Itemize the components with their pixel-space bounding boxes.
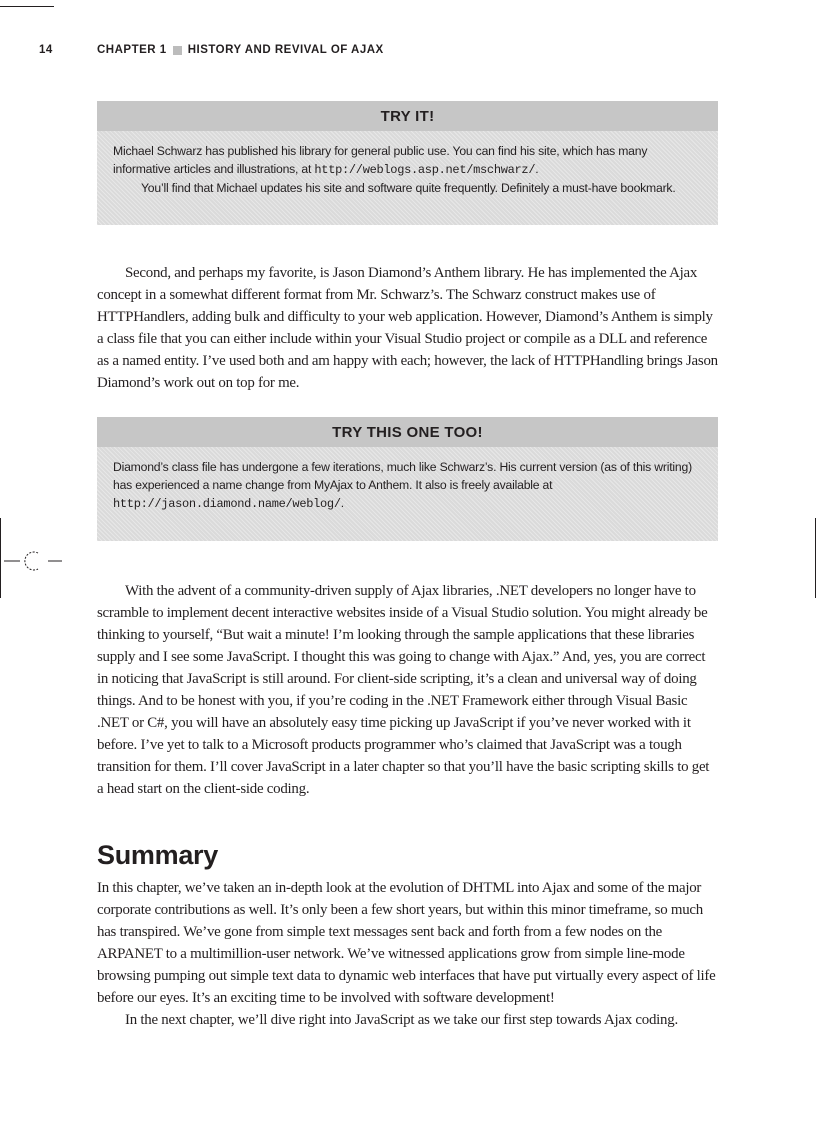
url-link[interactable]: http://jason.diamond.name/weblog/	[113, 497, 341, 511]
sidebar-title: TRY IT!	[97, 101, 718, 131]
running-head	[39, 42, 384, 58]
page-number: 14	[39, 44, 53, 56]
summary-paragraph: In the next chapter, we’ll dive right into JavaScript as we take our first step towards Ajax coding.	[125, 1012, 678, 1028]
sidebar-body	[97, 131, 718, 197]
summary-paragraph: In this chapter, we’ve taken an in-depth look at the evolution of DHTML into Ajax and some of the major corporate contributions as well. It’s only been a few short years, but within this minor timeframe, so much has transpired. We’ve gone from simple text messages sent back and forth from a few nodes on the ARPANET to a multimillion-user network. We’ve witnessed applications grow from simple line-mode browsing pumping out simple text data to dynamic web interfaces that have put virtually every aspect of life before our eyes. It’s an exciting time to be involved with software development!	[97, 880, 716, 1006]
sidebar-title: TRY THIS ONE TOO!	[97, 417, 718, 447]
sidebar-paragraph: Diamond’s class file has undergone a few iterations, much like Schwarz’s. His current version (as of this writing) has experienced a name change from MyAjax to Anthem. It also is freely available at http://jason.diamond.name/weblog/.	[113, 460, 692, 511]
try-it-sidebar	[97, 101, 718, 225]
try-this-one-too-sidebar	[97, 417, 718, 541]
url-link[interactable]: http://weblogs.asp.net/mschwarz/	[314, 163, 536, 177]
body-paragraph-anthem: Second, and perhaps my favorite, is Jason Diamond’s Anthem library. He has implemented the Ajax concept in a somewhat different format from Mr. Schwarz’s. The Schwarz construct makes use of HTTPHandlers, adding bulk and difficulty to your web application. However, Diamond’s Anthem is simply a class file that you can either include within your Visual Studio project or compile as a DLL and reference as a named entity. I’ve used both and am happy with each; however, the lack of HTTPHandling brings Jason Diamond’s work out on top for me.	[97, 265, 718, 391]
summary-section	[97, 877, 719, 1031]
sidebar-paragraph: You’ll find that Michael updates his site and software quite frequently. Definitely a must-have bookmark.	[141, 181, 676, 195]
separator-square-icon	[173, 46, 182, 55]
top-crop-rule	[0, 6, 54, 7]
sidebar-paragraph: Michael Schwarz has published his library for general public use. You can find his site, which has many informative articles and illustrations, at http://weblogs.asp.net/mschwarz/.	[113, 144, 648, 177]
chapter-title: HISTORY AND REVIVAL OF AJAX	[187, 44, 384, 56]
body-paragraph-community: With the advent of a community-driven supply of Ajax libraries, .NET developers no longer have to scramble to implement decent interactive websites inside of a Visual Studio solution. You might already be thinking to yourself, “But wait a minute! I’m looking through the sample applications that these libraries supply and I see some JavaScript. I thought this was going to change with Ajax.” And, yes, you are correct in noticing that JavaScript is still around. For client-side scripting, it’s a clean and universal way of doing things. And to be honest with you, if you’re coding in the .NET Framework either through Visual Basic .NET or C#, you will have an absolutely easy time picking up JavaScript if you’ve never worked with it before. I’ve yet to talk to a Microsoft products programmer who’s claimed that JavaScript was a tough transition for them. I’ll cover JavaScript in a later chapter so that you’ll have the basic scripting skills to get a head start on the client-side coding.	[97, 583, 710, 797]
crop-mark-left	[0, 518, 1, 598]
sidebar-body	[97, 447, 718, 513]
chapter-label: CHAPTER 1	[97, 44, 167, 56]
section-heading-summary: Summary	[97, 840, 218, 870]
registration-mark-icon	[4, 549, 64, 573]
